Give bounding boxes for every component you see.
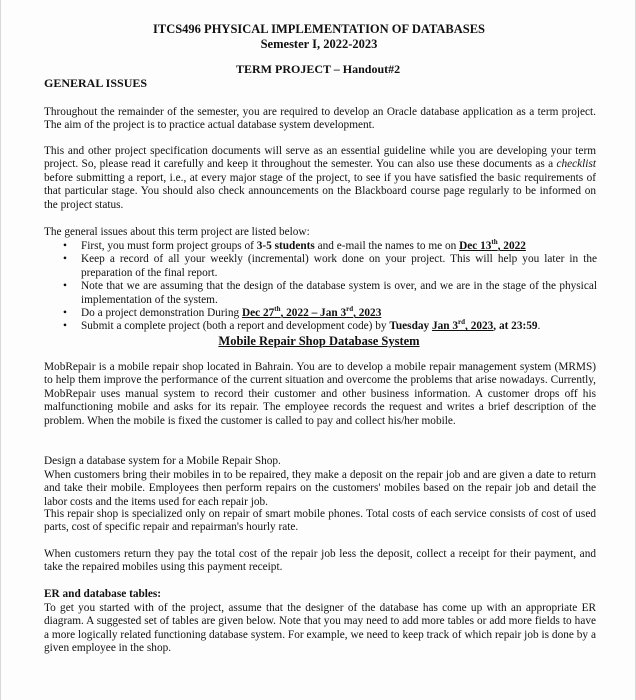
deposit-paragraph: When customers bring their mobiles in to be repaired, they make a deposit on the repair job and are given a date to return and take their mobile. Employees then perform repairs on the customers' mobiles based on the repair job and detail the labor costs and the items used for each repair job. — [44, 469, 596, 508]
general-issues-list — [61, 240, 597, 334]
semester-label: Semester I, 2022-2023 — [260, 37, 378, 51]
general-issues-heading: GENERAL ISSUES — [44, 76, 148, 90]
list-item: • Do a project demonstration During Dec 27th, 2022 – Jan 3rd, 2023 — [63, 305, 382, 320]
document-header — [1, 22, 636, 52]
description-paragraph: MobRepair is a mobile repair shop located in Bahrain. You are to develop a mobile repair management system (MRMS) to help them improve the performance of the current situation and overcome the problems that arise nowadays. Currently, MobRepair uses manual system to record their customer and other business information. A customer drops off his malfunctioning mobile and asks for its repair. The employee records the request and writes a brief description of the problem. When the mobile is fixed the customer is called to pay and collect his/her mobile. — [44, 361, 596, 427]
bullet-icon: • — [63, 253, 67, 266]
specialization-paragraph: This repair shop is specialized only on repair of smart mobile phones. Total costs of each service consists of cost of used parts, cost of specific repair and repairman's hourly rate. — [44, 508, 596, 534]
design-paragraph: Design a database system for a Mobile Repair Shop. — [44, 455, 281, 467]
bullet-icon: • — [63, 307, 67, 320]
bullet-icon: • — [63, 320, 67, 333]
guideline-paragraph: This and other project specification documents will serve as an essential guideline while you are developing your term project. So, please read it carefully and keep it throughout the semester. You can also use these documents as a checklist before submitting a report, i.e., at every major stage of the project, to see if you have satisfied the basic requirements of that particular stage. You should also check announcements on the Blackboard course page regularly to be informed on the project status. — [44, 145, 596, 211]
bullet-icon: • — [63, 280, 67, 293]
list-item: • Note that we are assuming that the design of the database system is over, and we are in the stage of the physical implementation of the system. — [63, 280, 597, 306]
er-paragraph: To get you started with of the project, assume that the designer of the database has come up with an appropriate ER diagram. A suggested set of tables are given below. Note that you may need to add more tables or add more fields to have a more logically related functioning database system. For example, we need to keep track of which repair job is done by a given employee in the shop. — [44, 602, 596, 655]
term-project-heading: TERM PROJECT – Handout#2 — [236, 62, 401, 76]
list-intro: The general issues about this term project are listed below: — [44, 226, 310, 238]
payment-paragraph: When customers return they pay the total cost of the repair job less the deposit, collect a receipt for their payment, and take the repaired mobiles using this payment receipt. — [44, 548, 596, 574]
er-heading: ER and database tables: — [44, 588, 162, 600]
list-item: • Keep a record of all your weekly (incremental) work done on your project. This will help you later in the preparation of the final report. — [63, 253, 597, 279]
list-item: • Submit a complete project (both a report and development code) by Tuesday Jan 3rd, 2023, at 23:59. — [63, 318, 541, 333]
intro-paragraph: Throughout the remainder of the semester, you are required to develop an Oracle database application as a term project. The aim of the project is to practice actual database system development. — [44, 106, 596, 132]
course-title: ITCS496 PHYSICAL IMPLEMENTATION OF DATABASES — [153, 22, 485, 36]
list-item: • First, you must form project groups of 3-5 students and e-mail the names to me on Dec 13th, 2022 — [63, 238, 526, 252]
bullet-icon: • — [63, 240, 67, 252]
checklist-term: checklist — [556, 158, 596, 171]
section-title: Mobile Repair Shop Database System — [218, 334, 420, 348]
